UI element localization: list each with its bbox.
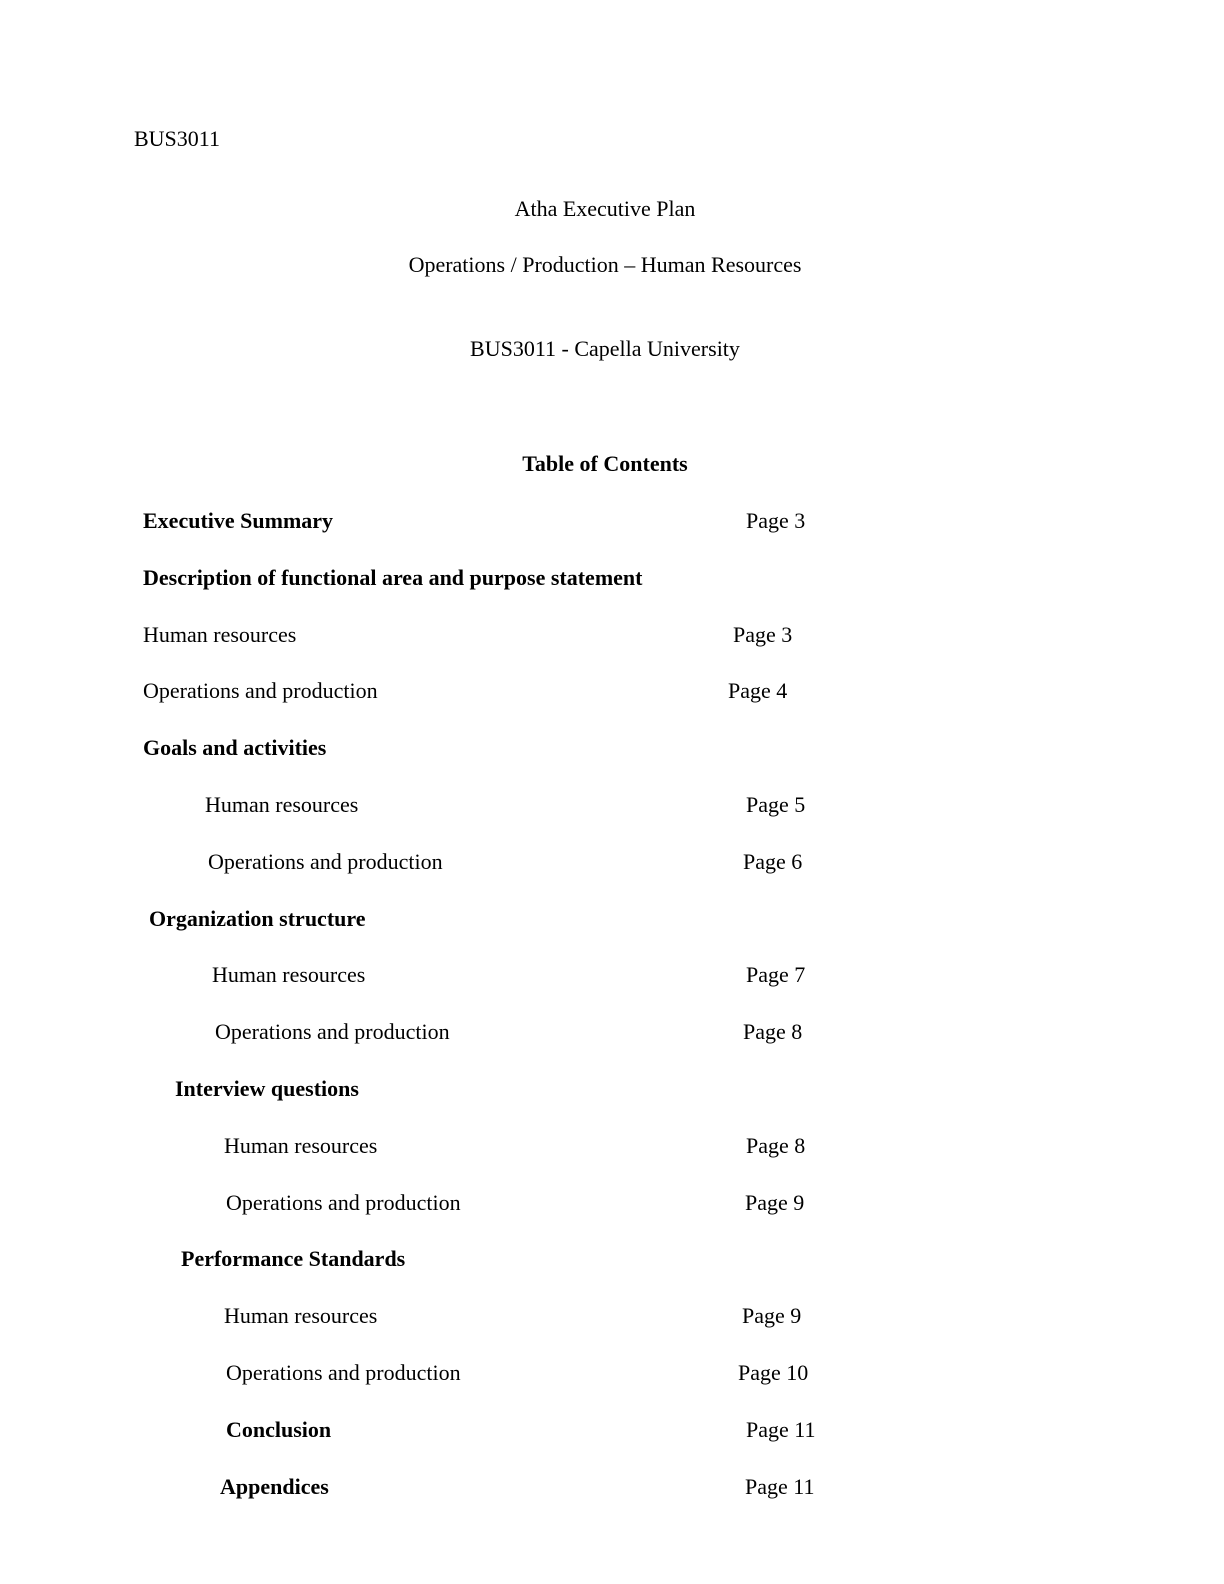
toc-entry-page-number: Page 3 (733, 622, 793, 647)
toc-row (0, 851, 1224, 885)
toc-entry-page-number: Page 3 (746, 508, 806, 533)
toc-entry-label: Human resources (205, 792, 359, 817)
toc-entry-label: Operations and production (226, 1360, 461, 1385)
toc-entry-label: Operations and production (208, 849, 443, 874)
toc-row (0, 1419, 1224, 1453)
toc-entry-label: Description of functional area and purpose statement (143, 565, 643, 590)
toc-row (0, 624, 1224, 658)
toc-row (0, 1476, 1224, 1510)
toc-row (0, 1248, 1224, 1282)
toc-entry-page-number: Page 7 (746, 962, 806, 987)
toc-entry-label: Performance Standards (181, 1246, 406, 1271)
toc-entry-label: Human resources (224, 1303, 378, 1328)
toc-row (0, 1135, 1224, 1169)
toc-row (0, 1021, 1224, 1055)
toc-entry-page-number: Page 11 (746, 1417, 816, 1442)
course-code-header: BUS3011 (134, 126, 220, 151)
toc-entry-page-number: Page 8 (746, 1133, 806, 1158)
toc-row (0, 1362, 1224, 1396)
document-subtitle: Operations / Production – Human Resources (408, 252, 802, 277)
toc-entry-label: Human resources (212, 962, 366, 987)
toc-entry-page-number: Page 9 (742, 1303, 802, 1328)
toc-entry-label: Appendices (220, 1474, 329, 1499)
course-university-line: BUS3011 - Capella University (470, 336, 740, 361)
toc-row (0, 1192, 1224, 1226)
toc-entry-label: Human resources (143, 622, 297, 647)
toc-row (0, 964, 1224, 998)
toc-entry-label: Human resources (224, 1133, 378, 1158)
toc-entry-page-number: Page 6 (743, 849, 803, 874)
document-title: Atha Executive Plan (514, 196, 696, 221)
toc-row (0, 737, 1224, 771)
toc-row (0, 680, 1224, 714)
toc-entry-label: Operations and production (226, 1190, 461, 1215)
toc-entry-label: Operations and production (215, 1019, 450, 1044)
toc-entry-label: Organization structure (149, 906, 366, 931)
toc-entry-label: Goals and activities (143, 735, 327, 760)
toc-entry-page-number: Page 9 (745, 1190, 805, 1215)
toc-entry-label: Executive Summary (143, 508, 334, 533)
toc-entry-page-number: Page 11 (745, 1474, 815, 1499)
toc-row (0, 794, 1224, 828)
toc-entry-page-number: Page 10 (738, 1360, 809, 1385)
toc-entry-page-number: Page 5 (746, 792, 806, 817)
toc-row (0, 510, 1224, 544)
toc-heading: Table of Contents (522, 451, 688, 476)
toc-entry-label: Interview questions (175, 1076, 359, 1101)
toc-entry-page-number: Page 4 (728, 678, 788, 703)
toc-row (0, 567, 1224, 601)
toc-entry-label: Conclusion (226, 1417, 332, 1442)
toc-entry-page-number: Page 8 (743, 1019, 803, 1044)
toc-row (0, 1305, 1224, 1339)
toc-row (0, 908, 1224, 942)
toc-row (0, 1078, 1224, 1112)
toc-entry-label: Operations and production (143, 678, 378, 703)
